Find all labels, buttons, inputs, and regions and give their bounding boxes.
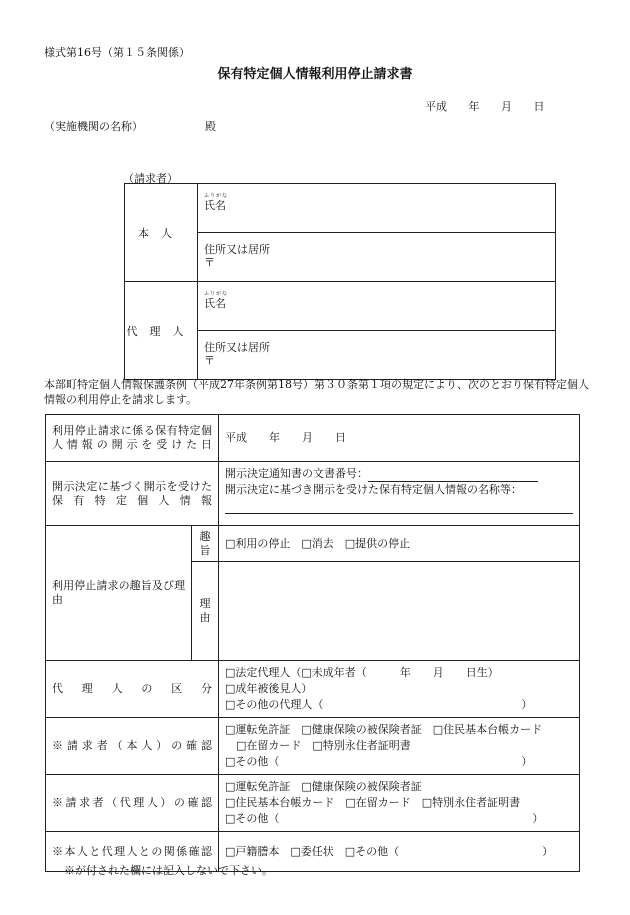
- reason-sub-label: 理由: [192, 562, 219, 661]
- address-label: 住所又は居所: [204, 341, 270, 354]
- confirm-self-options[interactable]: [219, 718, 580, 775]
- name-label: 氏名: [204, 297, 226, 310]
- agent-type-options[interactable]: [219, 661, 580, 718]
- relation-options[interactable]: □戸籍謄本 □委任状 □その他（ ）: [219, 832, 580, 872]
- postal-mark: 〒: [204, 354, 215, 367]
- disclosure-date-field[interactable]: 平成 年 月 日: [219, 415, 580, 462]
- requester-table: [124, 183, 556, 380]
- info-name-line[interactable]: [225, 507, 573, 514]
- date-year: 年: [468, 100, 480, 113]
- request-details-table: [45, 414, 580, 872]
- purpose-reason-label: 利用停止請求の趣旨及び理由: [46, 526, 192, 661]
- name-label: 氏名: [204, 199, 226, 212]
- agent-type-label: 代理人の区分: [46, 661, 219, 718]
- address-label: 住所又は居所: [204, 243, 270, 256]
- form-number: 様式第16号（第１５条関係）: [44, 46, 190, 59]
- furigana-label: ふりがな: [204, 193, 229, 199]
- notice-number-label: 開示決定通知書の文書番号：: [225, 467, 368, 480]
- self-label: 本人: [125, 184, 198, 282]
- reason-field[interactable]: [219, 562, 580, 661]
- agent-type-line: □法定代理人（□未成年者（ 年 月 日生）: [225, 666, 499, 679]
- agent-label: 代理人: [125, 282, 198, 380]
- date-month: 月: [501, 100, 512, 113]
- self-address-field[interactable]: [198, 233, 556, 282]
- agent-type-line: □成年被後見人）: [225, 682, 313, 695]
- honorific: 殿: [205, 120, 216, 133]
- intro-paragraph: 本部町特定個人情報保護条例（平成27年条例第18号）第３０条第１項の規定により、次のとおり保有特定個人情報の利用停止を請求します。: [44, 378, 589, 406]
- relation-label: ※本人と代理人との関係確認: [46, 832, 219, 872]
- furigana-label: ふりがな: [204, 291, 229, 297]
- date-era: 平成: [425, 100, 447, 113]
- confirm-line: □運転免許証 □健康保険の被保険者証 □住民基本台帳カード: [225, 723, 543, 736]
- confirm-line: □在留カード □特別永住者証明書: [225, 739, 411, 752]
- confirm-line: □その他（ ）: [225, 812, 544, 825]
- requester-section-label: （請求者）: [123, 172, 178, 185]
- postal-mark: 〒: [204, 256, 215, 269]
- agent-name-field[interactable]: [198, 282, 556, 331]
- date-day: 日: [533, 100, 545, 113]
- disclosed-info-label: 開示決定に基づく開示を受けた保有特定個人情報: [46, 462, 219, 526]
- disclosed-info-field[interactable]: [219, 462, 580, 526]
- confirm-agent-label: ※請求者（代理人）の確認: [46, 775, 219, 832]
- purpose-options[interactable]: □利用の停止 □消去 □提供の停止: [219, 526, 580, 562]
- agent-type-line: □その他の代理人（ ）: [225, 698, 533, 711]
- disclosure-date-label: 利用停止請求に係る保有特定個人情報の開示を受けた日: [46, 415, 219, 462]
- footnote: ※が付された欄には記入しないで下さい。: [64, 864, 273, 877]
- info-name-label: 開示決定に基づき開示を受けた保有特定個人情報の名称等：: [225, 483, 522, 496]
- confirm-agent-options[interactable]: [219, 775, 580, 832]
- purpose-sub-label: 趣旨: [192, 526, 219, 562]
- self-name-field[interactable]: [198, 184, 556, 233]
- agency-name-label: （実施機関の名称）: [44, 120, 143, 133]
- confirm-self-label: ※請求者（本人）の確認: [46, 718, 219, 775]
- confirm-line: □運転免許証 □健康保険の被保険者証: [225, 780, 422, 793]
- confirm-line: □その他（ ）: [225, 755, 533, 768]
- page-title: 保有特定個人情報利用停止請求書: [217, 67, 413, 82]
- confirm-line: □住民基本台帳カード □在留カード □特別永住者証明書: [225, 796, 521, 809]
- agent-address-field[interactable]: [198, 331, 556, 380]
- submission-date[interactable]: [425, 98, 545, 114]
